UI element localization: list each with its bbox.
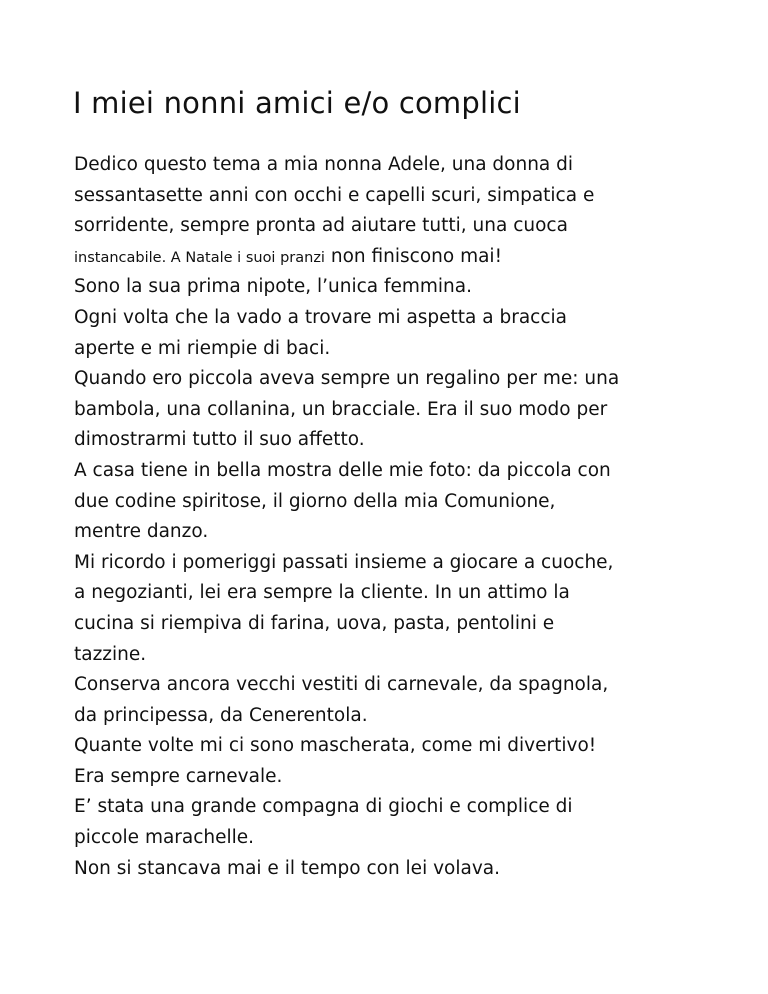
text-line: tazzine. [74,643,147,665]
text-line: Conserva ancora vecchi vestiti di carnevale, da spagnola, [74,674,609,696]
text-line: Quando ero piccola aveva sempre un regalino per me: una [74,368,620,390]
text-line: E’ stata una grande compagna di giochi e complice di [74,796,573,818]
text-line: Dedico questo tema a mia nonna Adele, una donna di [74,154,574,175]
text-line: da principessa, da Cenerentola. [74,704,368,726]
text-line: mentre danzo. [74,521,209,543]
text-line: piccole marachelle. [74,827,255,849]
document-body [74,150,714,884]
text-line: Era sempre carnevale. [74,765,283,787]
text-line: Sono la sua prima nipote, l’unica femmina. [74,276,472,298]
text-line: Ogni volta che la vado a trovare mi aspetta a braccia [74,306,567,328]
text-line [74,242,714,273]
text-line-normal-part: non finiscono mai! [324,245,502,267]
text-line-small-part: instancabile. A Natale i suoi pranzi [74,249,325,266]
text-line: cucina si riempiva di farina, uova, pasta, pentolini e [74,612,555,634]
text-line: aperte e mi riempie di baci. [74,337,331,359]
text-line: due codine spiritose, il giorno della mia Comunione, [74,490,556,512]
text-line: a negozianti, lei era sempre la cliente. In un attimo la [74,582,570,604]
text-line: Mi ricordo i pomeriggi passati insieme a giocare a cuoche, [74,551,614,573]
text-line: sessantasette anni con occhi e capelli scuri, simpatica e [74,184,595,206]
text-line: A casa tiene in bella mostra delle mie foto: da piccola con [74,459,611,481]
text-line: Quante volte mi ci sono mascherata, come mi divertivo! [74,735,597,757]
text-line: dimostrarmi tutto il suo affetto. [74,429,365,451]
document-title: I miei nonni amici e/o complici [73,86,521,120]
text-line: sorridente, sempre pronta ad aiutare tutti, una cuoca [74,215,568,237]
text-line: Non si stancava mai e il tempo con lei volava. [74,857,500,879]
text-line: bambola, una collanina, un bracciale. Era il suo modo per [74,398,608,420]
